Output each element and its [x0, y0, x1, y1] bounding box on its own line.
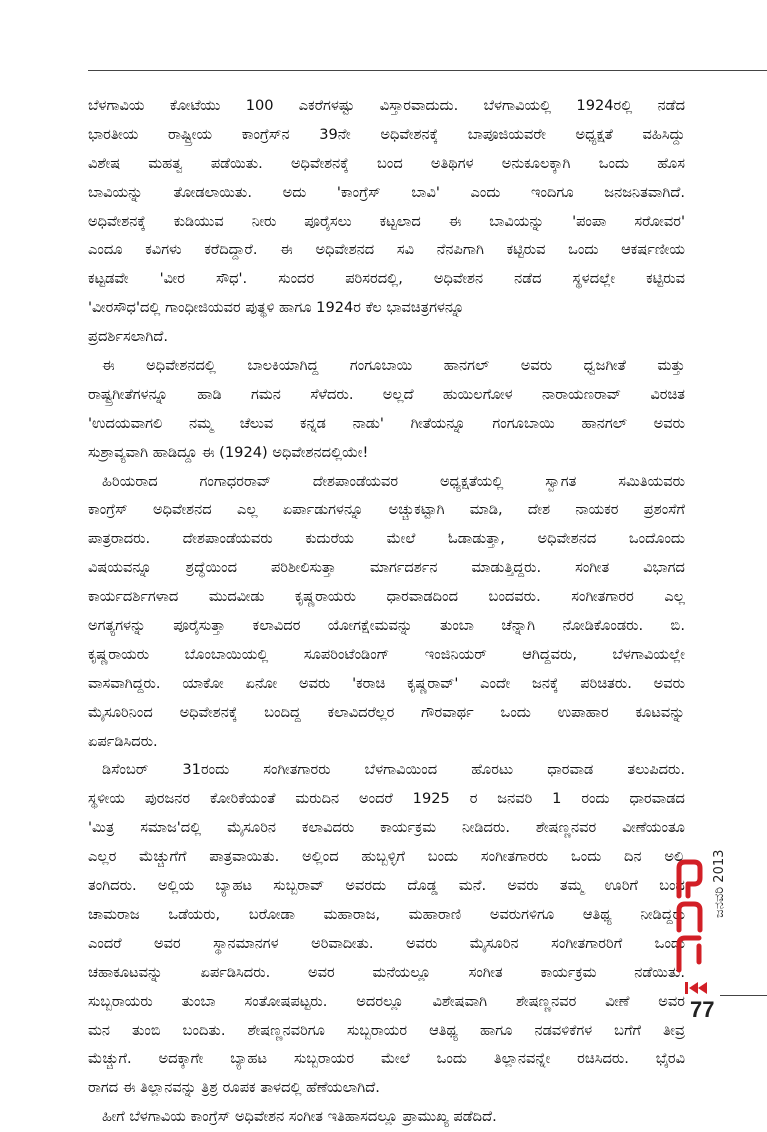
article-body: [88, 92, 685, 1132]
article-line: ಈ ಅಧಿವೇಶನದಲ್ಲಿ ಬಾಲಕಿಯಾಗಿದ್ದ ಗಂಗೂಬಾಯಿ ಹಾನಗಲ್ ಅವರು ಧ್ವಜಗೀತೆ ಮತ್ತು: [102, 357, 685, 375]
article-line: ಎಂದರೆ ಅವರ ಸ್ಥಾನಮಾನಗಳ ಅರಿವಾದೀತು. ಅವರು ಮೈಸೂರಿನ ಸಂಗೀತಗಾರರಿಗೆ ಒಂದು: [88, 934, 685, 952]
article-line: ಚಾಮರಾಜ ಒಡೆಯರು, ಬರೋಡಾ ಮಹಾರಾಜ, ಮಹಾರಾಣಿ ಅವರುಗಳಿಗೂ ಆತಿಥ್ಯ ನೀಡಿದ್ದರು: [88, 905, 685, 923]
page-number: 77: [690, 997, 715, 1022]
article-line: ಕೃಷ್ಣರಾಯರು ಬೊಂಬಾಯಿಯಲ್ಲಿ ಸೂಪರಿಂಟೆಂಡಿಂಗ್ ಇಂಜಿನಿಯರ್ ಆಗಿದ್ದವರು, ಬೆಳಗಾವಿಯಲ್ಲೇ: [88, 645, 685, 663]
article-line: ತಂಗಿದರು. ಅಲ್ಲಿಯ ಬ್ಯಾಹಟ ಸುಬ್ಬರಾವ್ ಅವರದು ದೊಡ್ಡ ಮನೆ. ಅವರು ತಮ್ಮ ಊರಿಗೆ ಬಂದ: [88, 877, 685, 895]
article-line: ಭಾರತೀಯ ರಾಷ್ಟ್ರೀಯ ಕಾಂಗ್ರೆಸ್‌ನ 39ನೇ ಅಧಿವೇಶನಕ್ಕೆ ಬಾಪೂಜಿಯವರೇ ಅಧ್ಯಕ್ಷತೆ ವಹಿಸಿದ್ದು: [88, 125, 685, 143]
article-line: ಮನ ತುಂಬಿ ಬಂದಿತು. ಶೇಷಣ್ಣನವರಿಗೂ ಸುಬ್ಬರಾಯರ ಆತಿಥ್ಯ ಹಾಗೂ ನಡವಳಿಕೆಗಳ ಬಗೆಗೆ ತೀವ್ರ: [88, 1021, 685, 1039]
article-line: ಅಗತ್ಯಗಳನ್ನು ಪೂರೈಸುತ್ತಾ ಕಲಾವಿದರ ಯೋಗಕ್ಷೇಮವನ್ನು ತುಂಬಾ ಚೆನ್ನಾಗಿ ನೋಡಿಕೊಂಡರು. ಬಿ.: [88, 617, 685, 635]
article-line: ಎಂದೂ ಕವಿಗಳು ಕರೆದಿದ್ದಾರೆ. ಈ ಅಧಿವೇಶನದ ಸವಿ ನೆನಪಿಗಾಗಿ ಕಟ್ಟಿರುವ ಒಂದು ಆಕರ್ಷಣೀಯ: [88, 241, 685, 259]
rewind-bar: [685, 982, 688, 994]
article-line: ವಿಷಯವನ್ನೂ ಶ್ರದ್ಧೆಯಿಂದ ಪರಿಶೀಲಿಸುತ್ತಾ ಮಾರ್ಗದರ್ಶನ ಮಾಡುತ್ತಿದ್ದರು. ಸಂಗೀತ ವಿಭಾಗದ: [88, 559, 685, 577]
article-line: ಪಾತ್ರರಾದರು. ದೇಶಪಾಂಡೆಯವರು ಕುದುರೆಯ ಮೇಲೆ ಓಡಾಡುತ್ತಾ, ಅಧಿವೇಶನದ ಒಂದೊಂದು: [88, 530, 685, 548]
article-line: ಮೆಚ್ಚುಗೆ. ಅದಕ್ಕಾಗೇ ಬ್ಯಾಹಟ ಸುಬ್ಬರಾಯರ ಮೇಲೆ ಒಂದು ತಿಲ್ಲಾನವನ್ನೇ ರಚಿಸಿದರು. ಭೈರವಿ: [88, 1050, 685, 1068]
article-line: ಬಾವಿಯನ್ನು ತೋಡಲಾಯಿತು. ಅದು 'ಕಾಂಗ್ರೆಸ್ ಬಾವಿ' ಎಂದು ಇಂದಿಗೂ ಜನಜನಿತವಾಗಿದೆ.: [88, 183, 685, 201]
article-line: 'ಮಿತ್ರ ಸಮಾಜ'ದಲ್ಲಿ ಮೈಸೂರಿನ ಕಲಾವಿದರು ಕಾರ್ಯಕ್ರಮ ನೀಡಿದರು. ಶೇಷಣ್ಣನವರ ವೀಣೆಯಂತೂ: [88, 819, 685, 837]
article-line: ಹಿರಿಯರಾದ ಗಂಗಾಧರರಾವ್ ದೇಶಪಾಂಡೆಯವರ ಅಧ್ಯಕ್ಷತೆಯಲ್ಲಿ ಸ್ವಾಗತ ಸಮಿತಿಯವರು: [102, 472, 685, 490]
rewind-arrow-1: [689, 982, 698, 994]
article-line: ಹೀಗೆ ಬೆಳಗಾವಿಯ ಕಾಂಗ್ರೆಸ್ ಅಧಿವೇಶನ ಸಂಗೀತ ಇತಿಹಾಸದಲ್ಲೂ ಪ್ರಾಮುಖ್ಯ ಪಡೆದಿದೆ.: [102, 1108, 497, 1126]
masthead: [668, 798, 738, 976]
article-line: ಕಾರ್ಯದರ್ಶಿಗಳಾದ ಮುದವೀಡು ಕೃಷ್ಣರಾಯರು ಧಾರವಾಡದಿಂದ ಬಂದವರು. ಸಂಗೀತಗಾರರ ಎಲ್ಲ: [88, 588, 685, 606]
article-line: ಡಿಸೆಂಬರ್ 31ರಂದು ಸಂಗೀತಗಾರರು ಬೆಳಗಾವಿಯಿಂದ ಹೊರಟು ಧಾರವಾಡ ತಲುಪಿದರು.: [102, 761, 685, 779]
article-line: ಮೈಸೂರಿನಿಂದ ಅಧಿವೇಶನಕ್ಕೆ ಬಂದಿದ್ದ ಕಲಾವಿದರೆಲ್ಲರ ಗೌರವಾರ್ಥ ಒಂದು ಉಪಾಹಾರ ಕೂಟವನ್ನು: [88, 703, 685, 721]
rewind-arrow-2: [698, 982, 707, 994]
article-line: ಏರ್ಪಡಿಸಿದರು.: [88, 732, 158, 750]
mayura-logo: [674, 858, 704, 976]
article-line: ರಾಷ್ಟ್ರಗೀತೆಗಳನ್ನೂ ಹಾಡಿ ಗಮನ ಸೆಳೆದರು. ಅಲ್ಲದೆ ಹುಯಿಲಗೋಳ ನಾರಾಯಣರಾವ್ ವಿರಚಿತ: [88, 385, 685, 403]
rewind-icon[interactable]: [683, 980, 713, 996]
issue-date: [708, 798, 732, 918]
article-line: ಬೆಳಗಾವಿಯ ಕೋಟೆಯು 100 ಎಕರೆಗಳಷ್ಟು ವಿಸ್ತಾರವಾದುದು. ಬೆಳಗಾವಿಯಲ್ಲಿ 1924ರಲ್ಲಿ ನಡೆದ: [88, 97, 685, 114]
article-line: ಸ್ಥಳೀಯ ಪುರಜನರ ಕೋರಿಕೆಯಂತೆ ಮರುದಿನ ಅಂದರೆ 1925 ರ ಜನವರಿ 1 ರಂದು ಧಾರವಾಡದ: [88, 790, 685, 808]
article-line: 'ಉದಯವಾಗಲಿ ನಮ್ಮ ಚೆಲುವ ಕನ್ನಡ ನಾಡು' ಗೀತೆಯನ್ನೂ ಗಂಗೂಬಾಯಿ ಹಾನಗಲ್ ಅವರು: [88, 414, 685, 432]
article-line: 'ವೀರಸೌಧ'ದಲ್ಲಿ ಗಾಂಧೀಜಿಯವರ ಪುತ್ಥಳಿ ಹಾಗೂ 1924ರ ಕೆಲ ಭಾವಚಿತ್ರಗಳನ್ನೂ: [88, 299, 465, 317]
article-line: ಪ್ರದರ್ಶಿಸಲಾಗಿದೆ.: [88, 328, 168, 346]
article-line: ಅಧಿವೇಶನಕ್ಕೆ ಕುಡಿಯುವ ನೀರು ಪೂರೈಸಲು ಕಟ್ಟಲಾದ ಈ ಬಾವಿಯನ್ನು 'ಪಂಪಾ ಸರೋವರ': [88, 212, 685, 230]
article-line: ವಾಸವಾಗಿದ್ದರು. ಯಾಕೋ ಏನೋ ಅವರು 'ಕರಾಚಿ ಕೃಷ್ಣರಾವ್' ಎಂದೇ ಜನಕ್ಕೆ ಪರಿಚಿತರು. ಅವರು: [88, 674, 685, 692]
article-line: ಚಹಾಕೂಟವನ್ನು ಏರ್ಪಡಿಸಿದರು. ಅವರ ಮನೆಯಲ್ಲೂ ಸಂಗೀತ ಕಾರ್ಯಕ್ರಮ ನಡೆಯಿತು.: [88, 963, 685, 981]
article-line: ವಿಶೇಷ ಮಹತ್ವ ಪಡೆಯಿತು. ಅಧಿವೇಶನಕ್ಕೆ ಬಂದ ಅತಿಥಿಗಳ ಅನುಕೂಲಕ್ಕಾಗಿ ಒಂದು ಹೊಸ: [88, 154, 685, 172]
issue-date-text: ಜನವರಿ 2013: [712, 849, 727, 918]
article-line: ಕಾಂಗ್ರೆಸ್ ಅಧಿವೇಶನದ ಎಲ್ಲ ಏರ್ಪಾಡುಗಳನ್ನೂ ಅಚ್ಚುಕಟ್ಟಾಗಿ ಮಾಡಿ, ದೇಶ ನಾಯಕರ ಪ್ರಶಂಸೆಗೆ: [88, 501, 685, 519]
article-line: ಸುಶ್ರಾವ್ಯವಾಗಿ ಹಾಡಿದ್ದೂ ಈ (1924) ಅಧಿವೇಶನದಲ್ಲಿಯೇ!: [88, 443, 369, 461]
logo-glyphs: [679, 862, 700, 970]
article-line: ಸುಬ್ಬರಾಯರು ತುಂಬಾ ಸಂತೋಷಪಟ್ಟರು. ಅದರಲ್ಲೂ ವಿಶೇಷವಾಗಿ ಶೇಷಣ್ಣನವರ ವೀಣೆ ಅವರ: [88, 992, 685, 1010]
article-line: ಕಟ್ಟಡವೇ 'ವೀರ ಸೌಧ'. ಸುಂದರ ಪರಿಸರದಲ್ಲಿ, ಅಧಿವೇಶನ ನಡೆದ ಸ್ಥಳದಲ್ಲೇ ಕಟ್ಟಿರುವ: [88, 270, 685, 288]
article-line: ರಾಗದ ಈ ತಿಲ್ಲಾನವನ್ನು ತ್ರಿಶ್ರ ರೂಪಕ ತಾಳದಲ್ಲಿ ಹೆಣೆಯಲಾಗಿದೆ.: [88, 1079, 380, 1097]
header-rule: [88, 70, 767, 71]
article-line: ಎಲ್ಲರ ಮೆಚ್ಚುಗೆಗೆ ಪಾತ್ರವಾಯಿತು. ಅಲ್ಲಿಂದ ಹುಬ್ಬಳ್ಳಿಗೆ ಬಂದು ಸಂಗೀತಗಾರರು ಒಂದು ದಿನ ಅಲ್ಲಿ: [88, 848, 685, 866]
